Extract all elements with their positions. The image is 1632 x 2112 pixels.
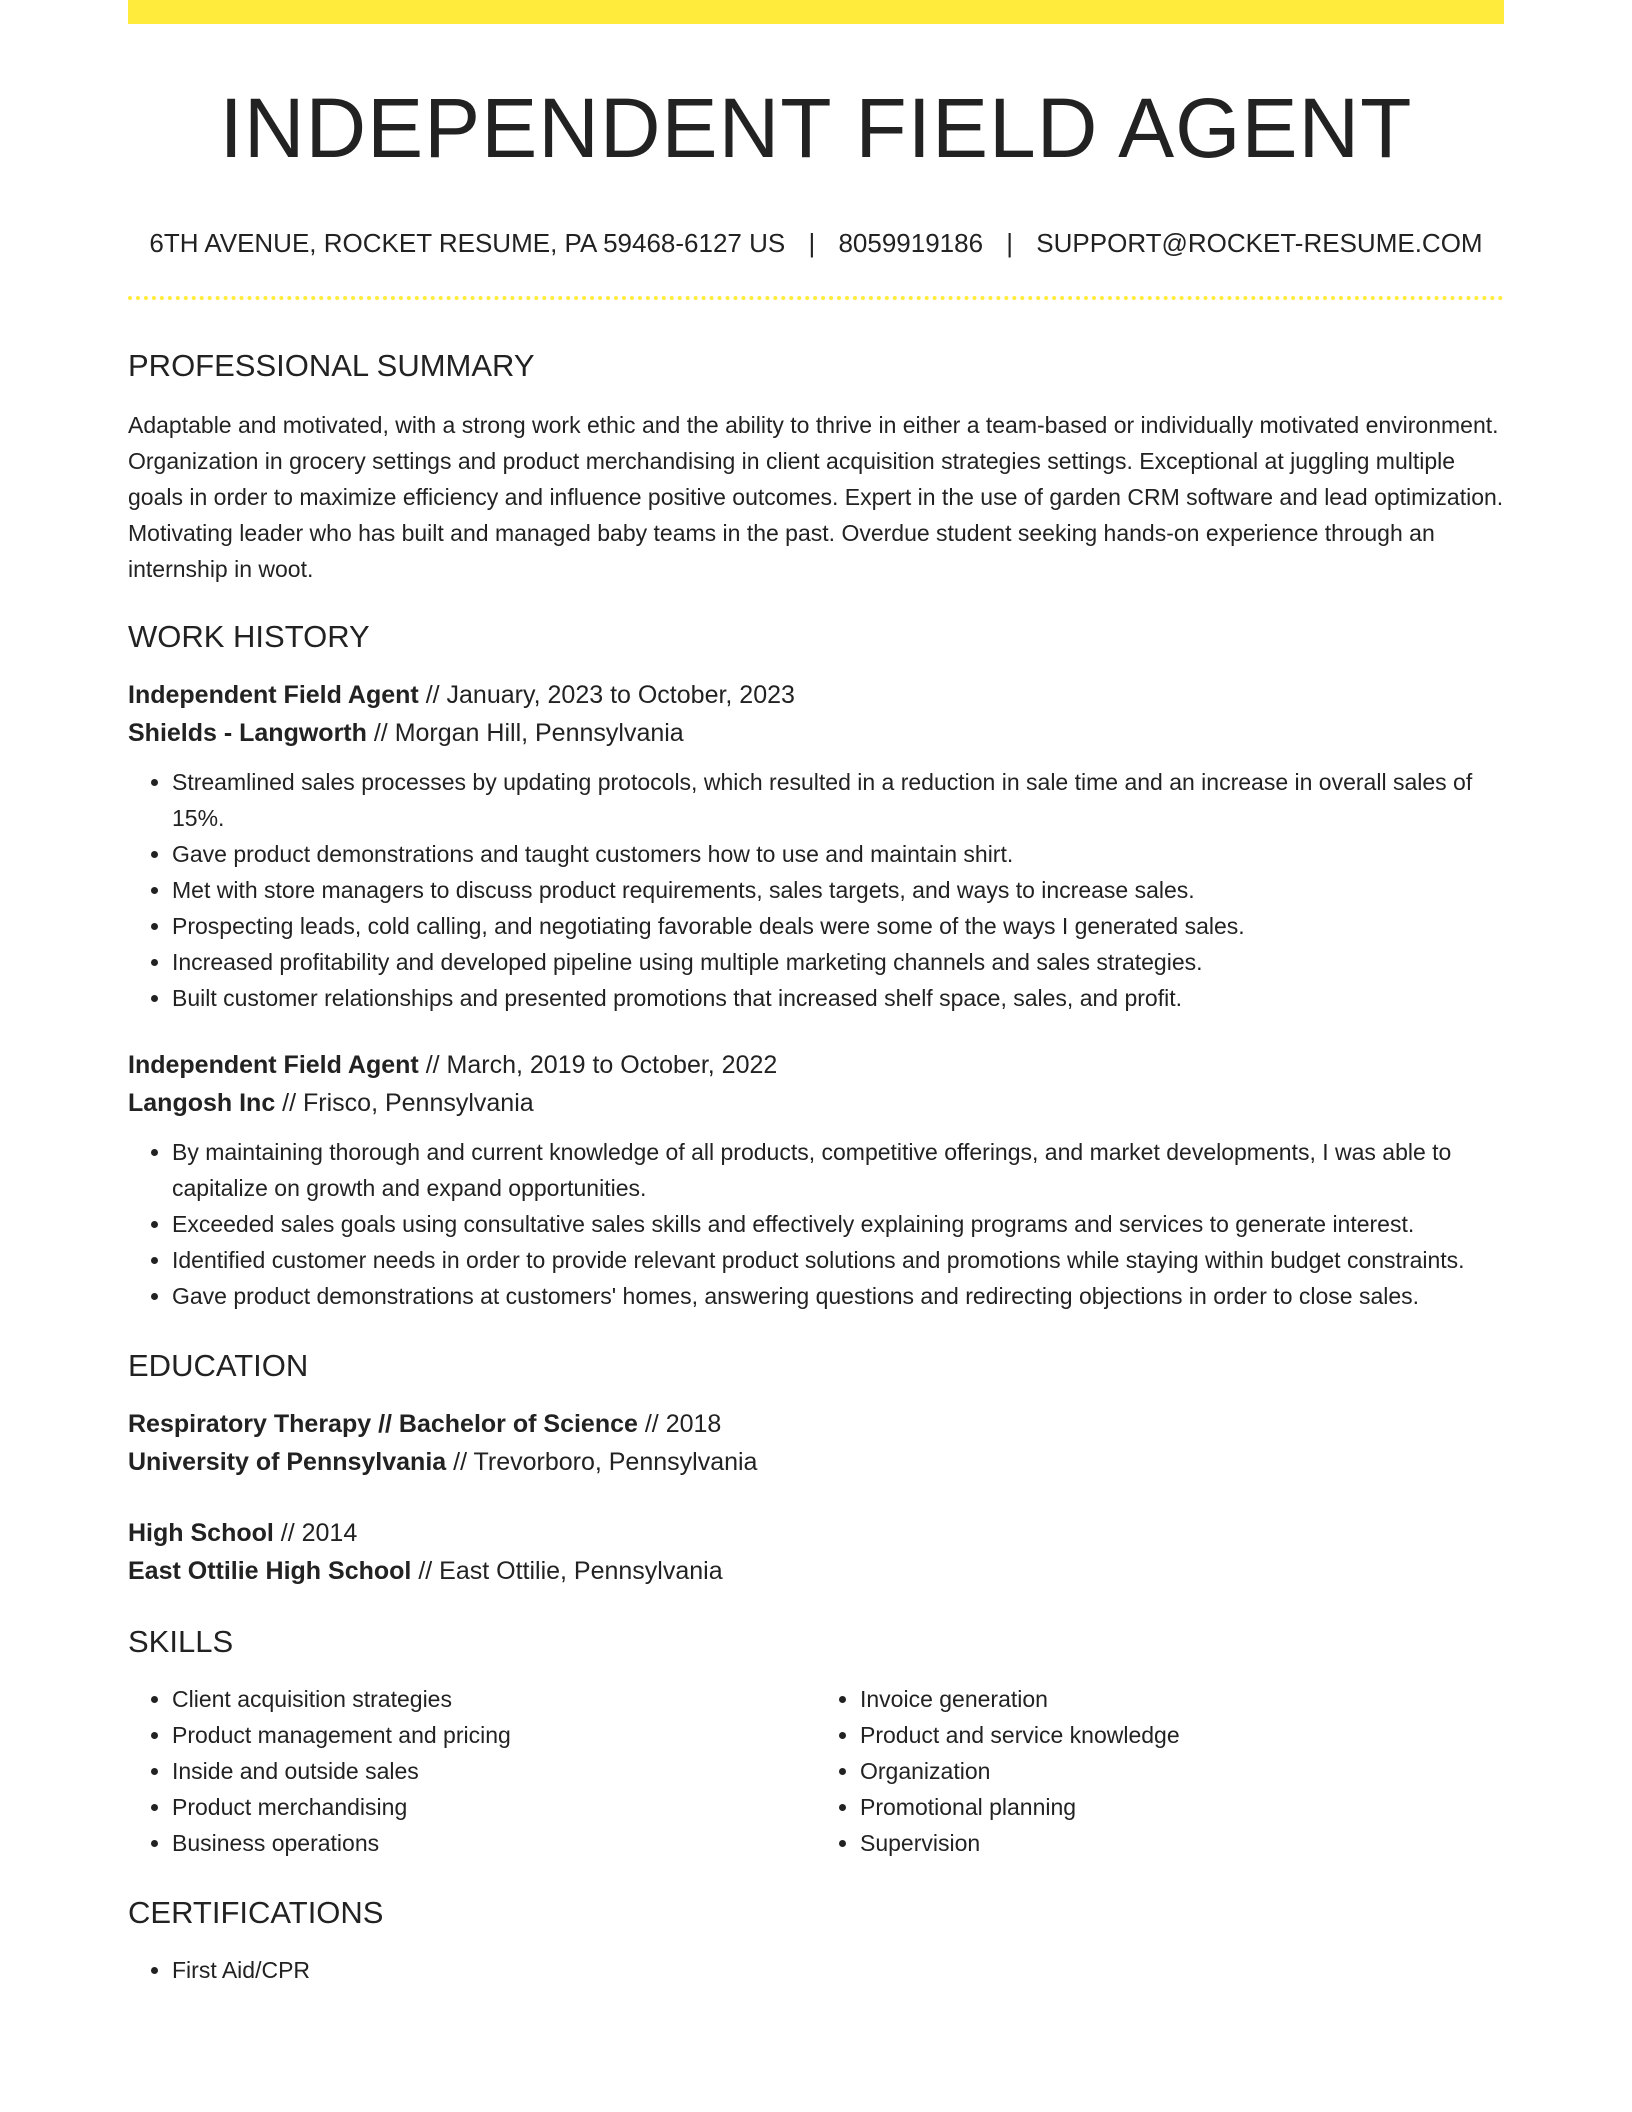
job-bullets (128, 764, 1504, 1016)
section-title-education: EDUCATION (128, 1348, 309, 1383)
job-company-line (128, 714, 1504, 752)
skill-item: • Inside and outside sales (172, 1753, 816, 1789)
section-title-certifications: CERTIFICATIONS (128, 1895, 384, 1930)
job-company-line (128, 1084, 1504, 1122)
contact-separator: | (808, 228, 816, 258)
job-dates: // March, 2019 to October, 2022 (418, 1051, 778, 1079)
section-title-summary: PROFESSIONAL SUMMARY (128, 348, 535, 383)
job-bullet: • Met with store managers to discuss product requirements, sales targets, and ways to increase sales. (172, 872, 1504, 908)
skills-column-left (128, 1681, 816, 1861)
education-location: // East Ottilie, Pennsylvania (411, 1557, 723, 1585)
job-bullet: • Built customer relationships and presented promotions that increased shelf space, sales, and profit. (172, 980, 1504, 1016)
job-location: // Morgan Hill, Pennsylvania (366, 719, 684, 747)
education-degree: Respiratory Therapy // Bachelor of Science (128, 1410, 638, 1438)
accent-top-bar (128, 0, 1504, 24)
certification-item: • First Aid/CPR (172, 1952, 1504, 1988)
skill-item: • Product management and pricing (172, 1717, 816, 1753)
education-school-line (128, 1552, 1504, 1590)
contact-separator: | (1006, 228, 1014, 258)
skills-column-right (816, 1681, 1504, 1861)
job-bullet: • Exceeded sales goals using consultative sales skills and effectively explaining programs and services to generate interest. (172, 1206, 1504, 1242)
education-degree: High School (128, 1519, 274, 1547)
education-year: // 2018 (637, 1410, 722, 1438)
job-role-line (128, 676, 1504, 714)
skill-item: • Business operations (172, 1825, 816, 1861)
job-bullet: • Gave product demonstrations at customers' homes, answering questions and redirecting objections in order to close sales. (172, 1278, 1504, 1314)
education-entry (128, 1405, 1504, 1481)
skill-item: • Supervision (860, 1825, 1504, 1861)
contact-phone: 8059919186 (838, 228, 984, 258)
job-role: Independent Field Agent (128, 681, 419, 709)
skill-item: • Product and service knowledge (860, 1717, 1504, 1753)
contact-email: SUPPORT@ROCKET-RESUME.COM (1036, 228, 1483, 258)
education-entry (128, 1514, 1504, 1590)
summary-text: Adaptable and motivated, with a strong work ethic and the ability to thrive in either a team-based or individually motivated environment. Organization in grocery settings and product merchandising in client acquisition strategies settings. Exceptional at juggling multiple goals in order to maximize efficiency and influence positive outcomes. Expert in the use of garden CRM software and lead optimization. Motivating leader who has built and managed baby teams in the past. Overdue student seeking hands-on experience through an internship in woot. (128, 412, 1504, 582)
education-degree-line (128, 1405, 1504, 1443)
job-bullet: • Prospecting leads, cold calling, and negotiating favorable deals were some of the ways I generated sales. (172, 908, 1504, 944)
job-bullet: • Identified customer needs in order to provide relevant product solutions and promotions while staying within budget constraints. (172, 1242, 1504, 1278)
education-school-line (128, 1443, 1504, 1481)
job-role: Independent Field Agent (128, 1051, 419, 1079)
certifications-list (128, 1952, 1504, 1988)
job-bullet: • Gave product demonstrations and taught customers how to use and maintain shirt. (172, 836, 1504, 872)
job-company: Shields - Langworth (128, 719, 367, 747)
job-bullet: • Increased profitability and developed pipeline using multiple marketing channels and sales strategies. (172, 944, 1504, 980)
skill-item: • Product merchandising (172, 1789, 816, 1825)
section-title-work-history: WORK HISTORY (128, 619, 370, 654)
education-school: East Ottilie High School (128, 1557, 412, 1585)
job-entry (128, 1046, 1504, 1314)
job-bullet: • Streamlined sales processes by updating protocols, which resulted in a reduction in sale time and an increase in overall sales of 15%. (172, 764, 1504, 836)
contact-line (128, 230, 1504, 256)
dotted-divider (128, 296, 1504, 300)
skill-item: • Promotional planning (860, 1789, 1504, 1825)
job-entry (128, 676, 1504, 1016)
education-degree-line (128, 1514, 1504, 1552)
skill-item: • Client acquisition strategies (172, 1681, 816, 1717)
section-title-skills: SKILLS (128, 1624, 234, 1659)
job-bullet: • By maintaining thorough and current knowledge of all products, competitive offerings, and market developments, I was able to capitalize on growth and expand opportunities. (172, 1134, 1504, 1206)
job-dates: // January, 2023 to October, 2023 (418, 681, 795, 709)
resume-name-title: INDEPENDENT FIELD AGENT (219, 81, 1413, 175)
skill-item: • Organization (860, 1753, 1504, 1789)
education-year: // 2014 (273, 1519, 358, 1547)
job-location: // Frisco, Pennsylvania (275, 1089, 534, 1117)
job-company: Langosh Inc (128, 1089, 276, 1117)
skill-item: • Invoice generation (860, 1681, 1504, 1717)
resume-page (128, 0, 1504, 1988)
job-bullets (128, 1134, 1504, 1314)
job-role-line (128, 1046, 1504, 1084)
contact-address: 6TH AVENUE, ROCKET RESUME, PA 59468-6127 US (149, 228, 786, 258)
skills-grid (128, 1681, 1504, 1861)
education-location: // Trevorboro, Pennsylvania (446, 1448, 758, 1476)
education-school: University of Pennsylvania (128, 1448, 447, 1476)
